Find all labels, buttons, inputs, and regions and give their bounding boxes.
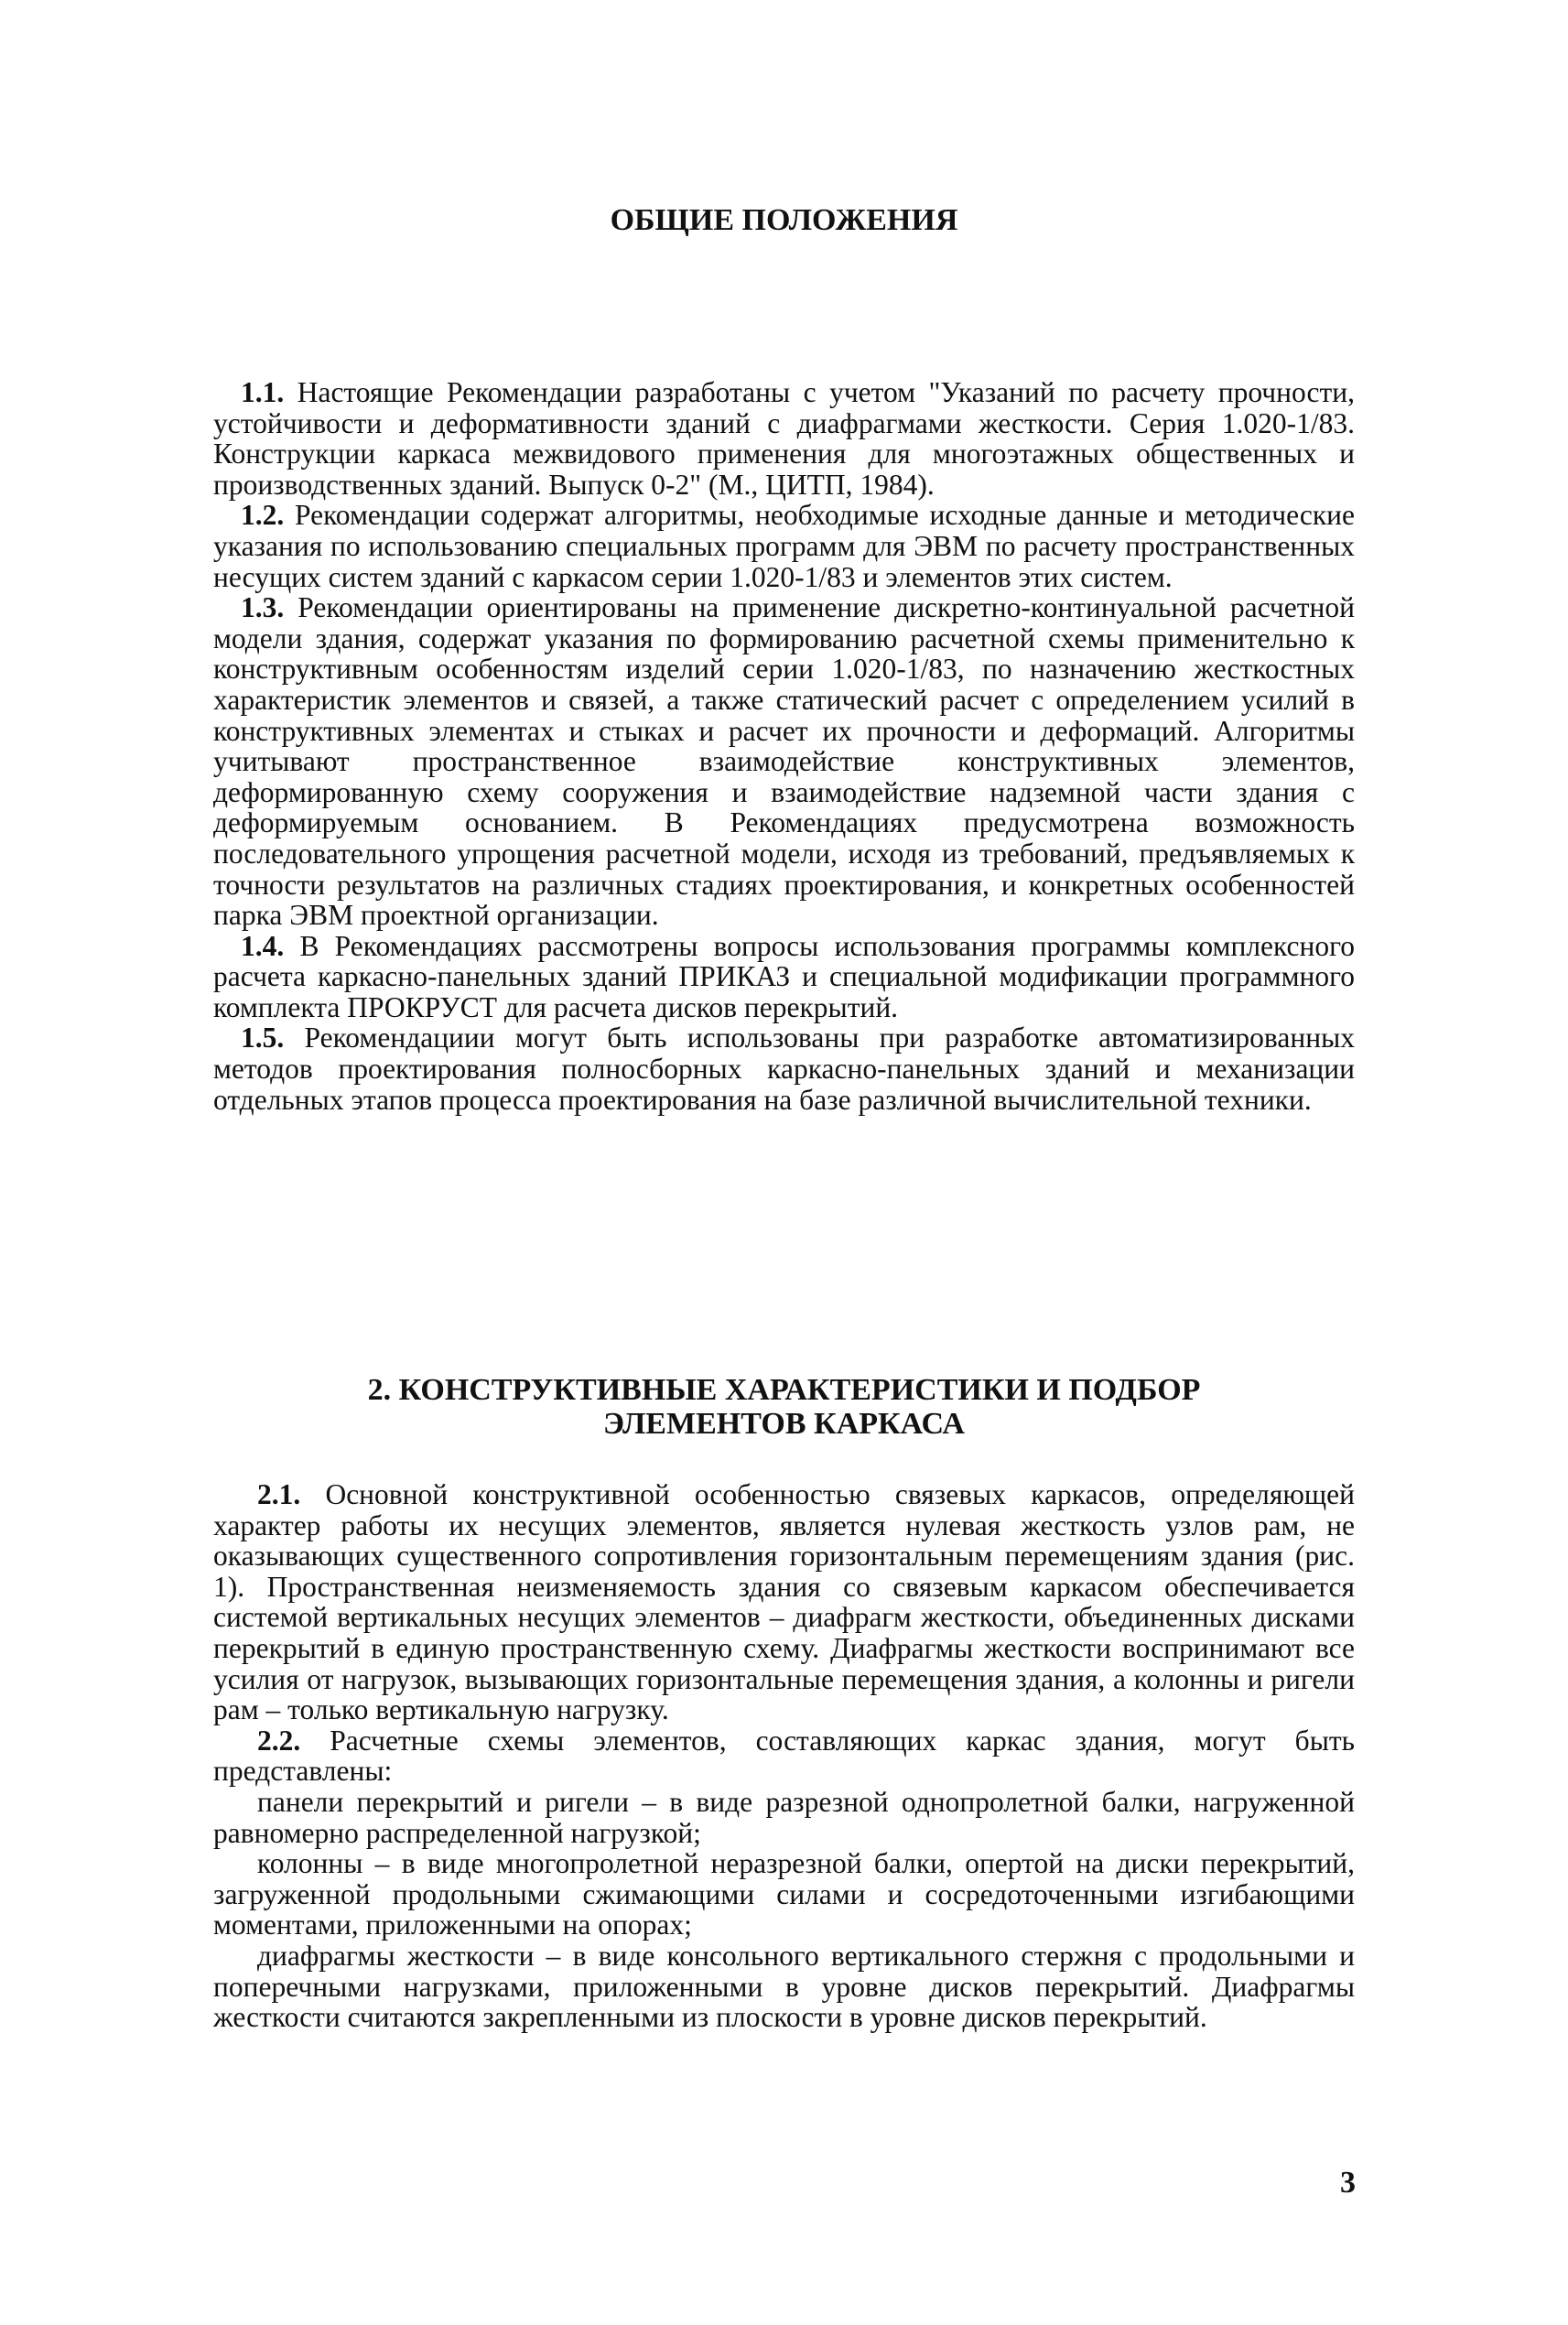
paragraph-1-1: [213, 377, 1355, 500]
paragraph-text: Расчетные схемы элементов, составляющих каркас здания, могут быть представлены:: [213, 1724, 1355, 1788]
paragraph-text: Основной конструктивной особенностью связевых каркасов, определяющей характер работы их несущих элементов, является нулевая жесткость узлов рам, не оказывающих существенного сопротивления горизонтальным перемещениям здания (рис. 1). Пространственная неизменяемость здания со связевым каркасом обеспечивается системой вертикальных несущих элементов – диафрагм жесткости, объединенных дисками перекрытий в единую пространственную схему. Диафрагмы жесткости воспринимают все усилия от нагрузок, вызывающих горизонтальные перемещения здания, а колонны и ригели рам – только вертикальную нагрузку.: [213, 1478, 1356, 1726]
paragraph-number: 2.1.: [257, 1478, 301, 1510]
paragraph-2-1: [213, 1479, 1355, 1725]
paragraph-number: 1.1.: [241, 376, 285, 408]
paragraph-text: Рекомендации ориентированы на применение дискретно-континуальной расчетной модели здания, содержат указания по формированию расчетной схемы применительно к конструктивным особенностям изделий серии 1.020-1/83, по назначению жесткостных характеристик элементов и связей, а также статический расчет с определением усилий в конструктивных элементах и стыках и расчет их прочности и деформаций. Алгоритмы учитывают пространственное взаимодействие конструктивных элементов, деформированную схему сооружения и взаимодействие надземной части здания с деформируемым основанием. В Рекомендациях предусмотрена возможность последовательного упрощения расчетной модели, исходя из требований, предъявляемых к точности результатов на различных стадиях проектирования, и конкретных особенностей парка ЭВМ проектной организации.: [213, 591, 1355, 932]
list-item-diaphragms: диафрагмы жесткости – в виде консольного вертикального стержня с продольными и поперечными нагрузками, приложенными в уровне дисков перекрытий. Диафрагмы жесткости считаются закрепленными из плоскости в уровне дисков перекрытий.: [213, 1939, 1355, 2034]
paragraph-number: 2.2.: [257, 1724, 301, 1757]
paragraph-text: Настоящие Рекомендации разработаны с учетом "Указаний по расчету прочности, устойчивости и деформативности зданий с диафрагмами жесткости. Серия 1.020-1/83. Конструкции каркаса межвидового применения для многоэтажных общественных и производственных зданий. Выпуск 0-2" (М., ЦИТП, 1984).: [213, 376, 1356, 501]
paragraph-number: 1.3.: [241, 591, 285, 624]
paragraph-text: В Рекомендациях рассмотрены вопросы использования программы комплексного расчета каркасно-панельных зданий ПРИКАЗ и специальной модификации программного комплекта ПРОКРУСТ для расчета дисков перекрытий.: [213, 929, 1356, 1023]
paragraph-1-2: [213, 500, 1355, 592]
section-2-body: [213, 1479, 1355, 2033]
section-1-title: ОБЩИЕ ПОЛОЖЕНИЯ: [610, 203, 958, 237]
paragraph-1-3: [213, 592, 1355, 931]
paragraph-1-4: [213, 931, 1355, 1023]
paragraph-number: 1.5.: [241, 1022, 285, 1054]
list-item-slabs: панели перекрытий и ригели – в виде разрезной однопролетной балки, нагруженной равномерно распределенной нагрузкой;: [213, 1785, 1355, 1849]
list-item-columns: колонны – в виде многопролетной неразрезной балки, опертой на диски перекрытий, загруженной продольными сжимающими силами и сосредоточенными изгибающими моментами, приложенными на опорах;: [213, 1847, 1355, 1941]
paragraph-number: 1.2.: [241, 499, 285, 532]
section-1-body: [213, 377, 1355, 1115]
paragraph-1-5: [213, 1022, 1355, 1115]
section-2-title-line-2: ЭЛЕМЕНТОВ КАРКАСА: [603, 1407, 965, 1441]
paragraph-text: Рекомендации содержат алгоритмы, необходимые исходные данные и методические указания по использованию специальных программ для ЭВМ по расчету пространственных несущих систем зданий с каркасом серии 1.020-1/83 и элементов этих систем.: [213, 499, 1355, 593]
paragraph-2-2: [213, 1725, 1355, 1787]
paragraph-text: Рекомендациии могут быть использованы при разработке автоматизированных методов проектирования полносборных каркасно-панельных зданий и механизации отдельных этапов процесса проектирования на базе различной вычислительной техники.: [213, 1022, 1355, 1116]
page-number: 3: [1340, 2166, 1356, 2200]
section-2-title-line-1: 2. КОНСТРУКТИВНЫЕ ХАРАКТЕРИСТИКИ И ПОДБОР: [367, 1373, 1201, 1407]
paragraph-number: 1.4.: [241, 929, 285, 962]
